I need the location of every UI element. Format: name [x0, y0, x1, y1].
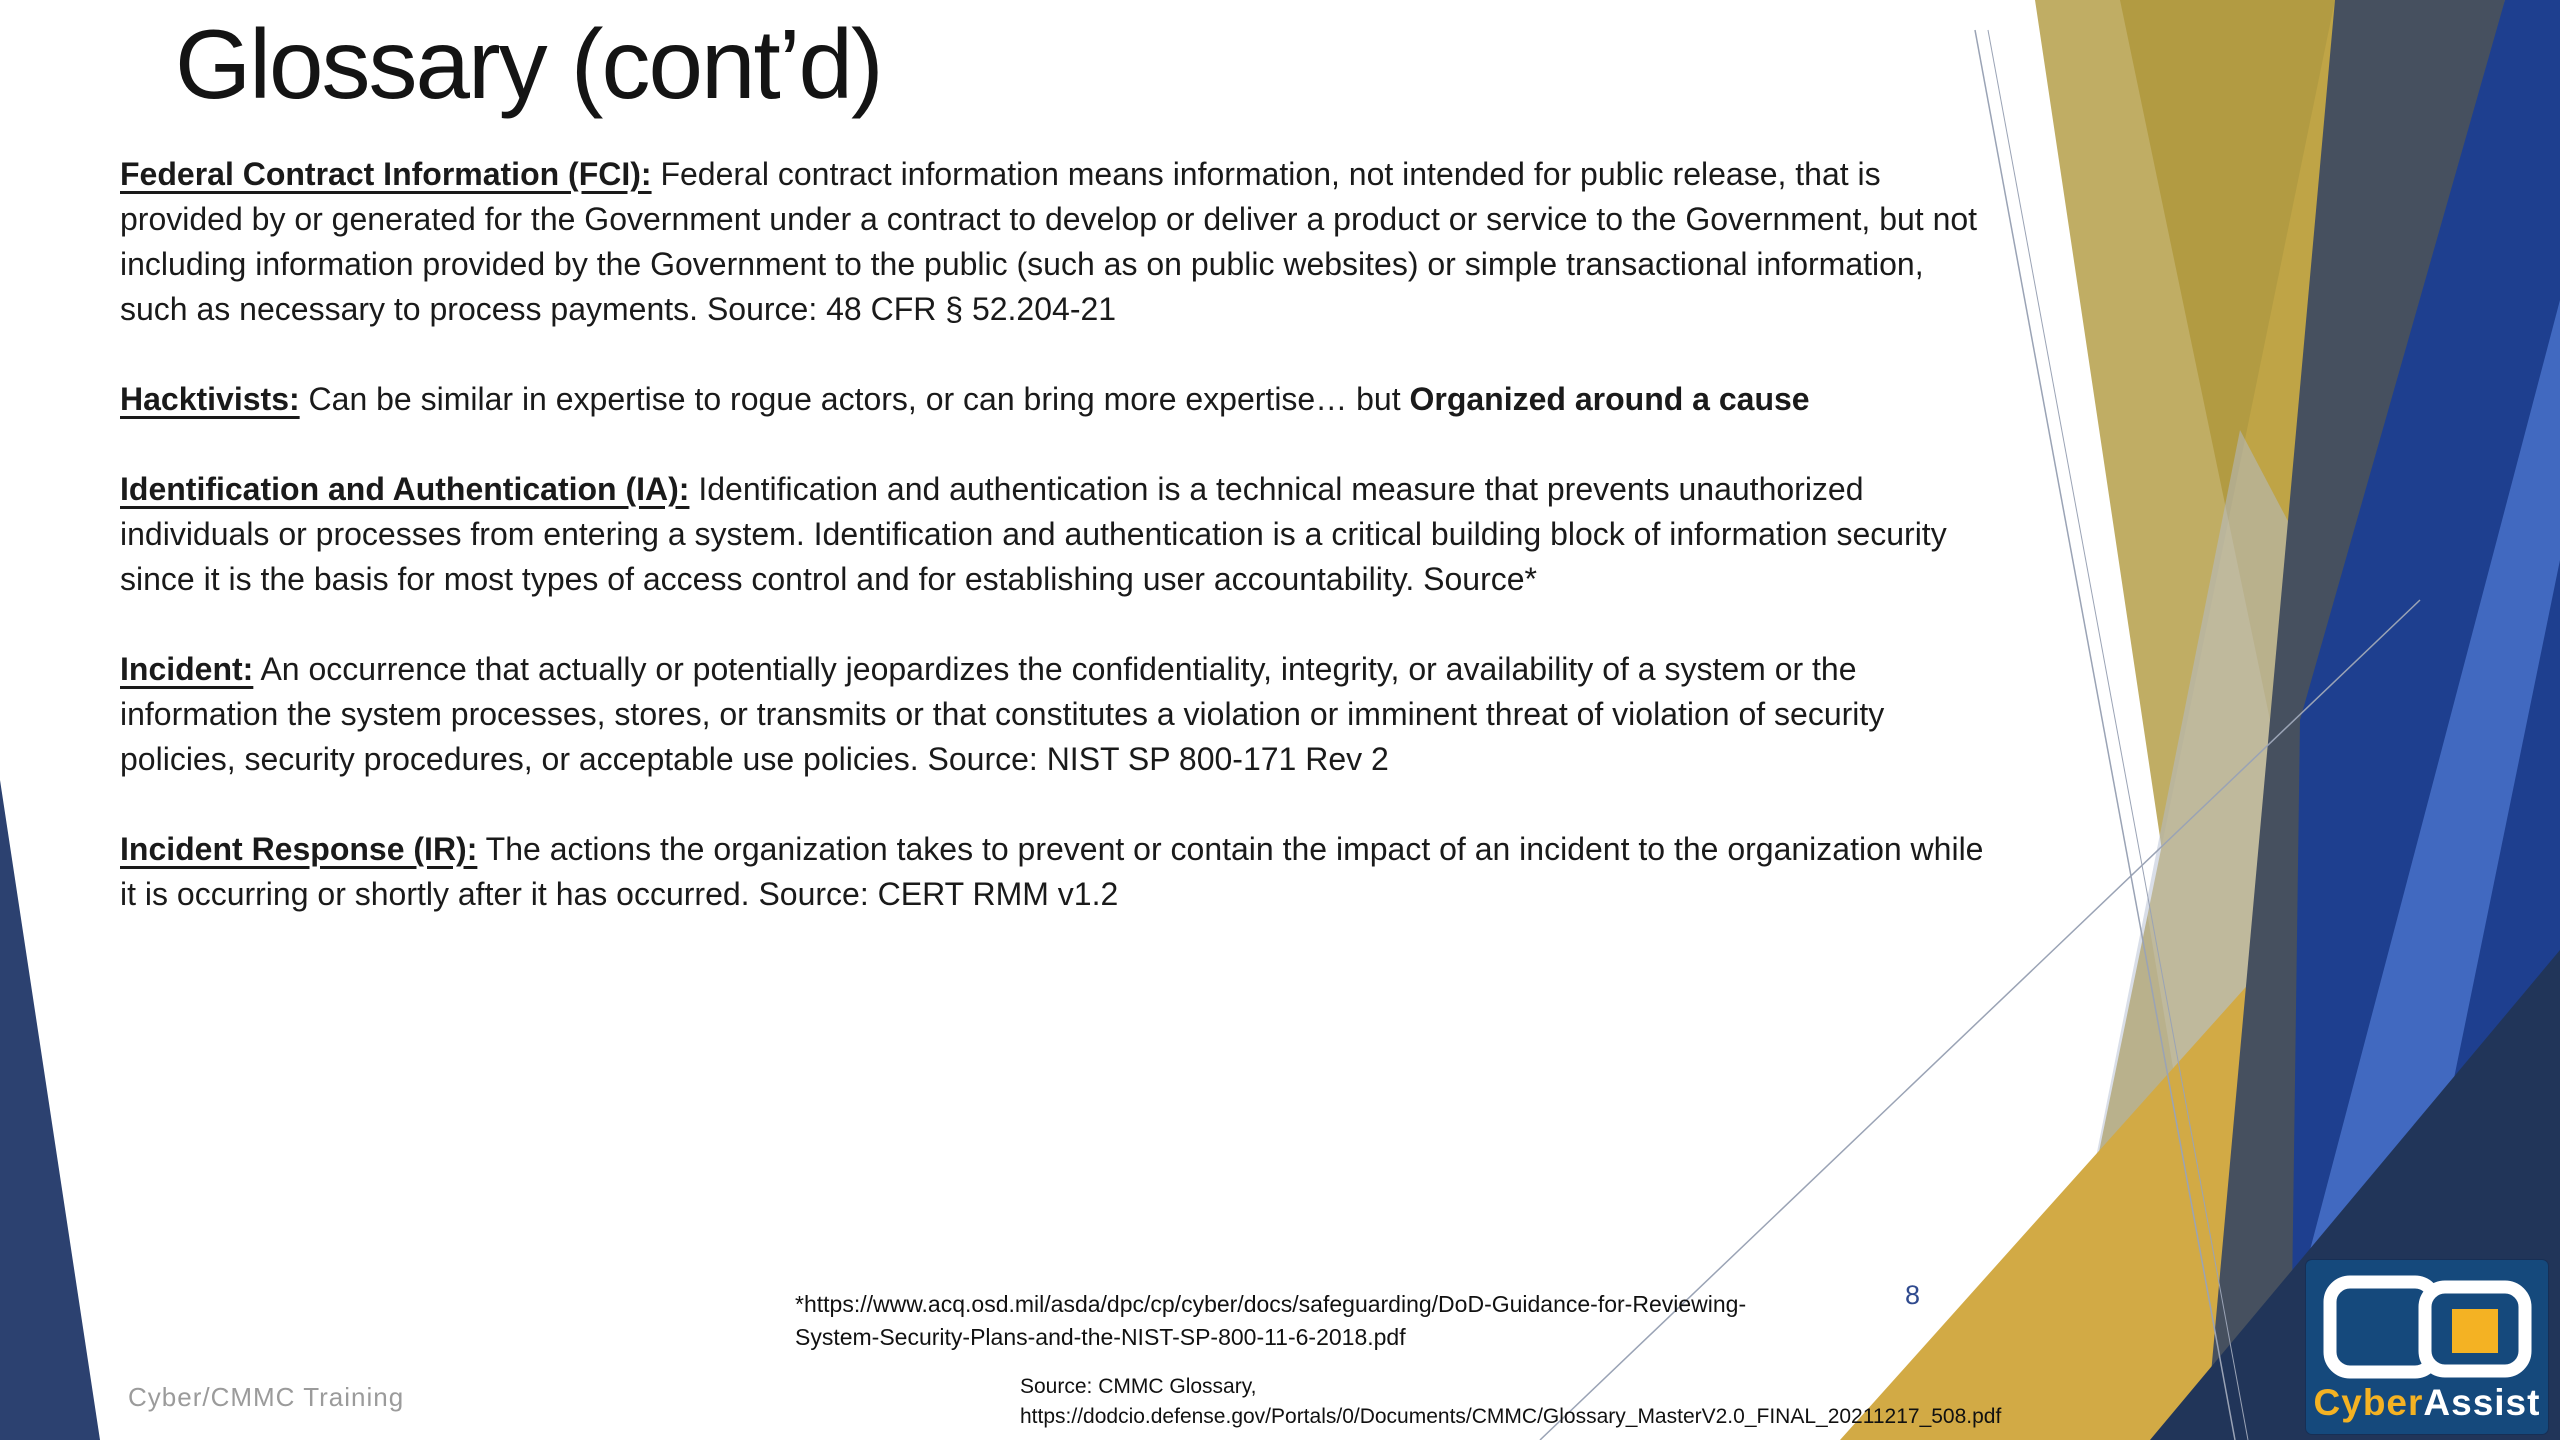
footnote-line: Source: CMMC Glossary,: [1020, 1375, 1257, 1398]
glossary-entry-hacktivists: [120, 377, 2000, 422]
glossary-definition: An occurrence that actually or potentially jeopardizes the confidentiality, integrity, or availability of a system or the information the system processes, stores, or transmits or that constitutes a violation or imminent threat of violation of security policies, security procedures, or acceptable use policies. Source: NIST SP 800-171 Rev 2: [120, 651, 1885, 777]
slide-title: Glossary (cont’d): [175, 9, 882, 119]
glossary-entry-ia: [120, 467, 2000, 602]
footer-training-label: Cyber/CMMC Training: [128, 1382, 405, 1412]
glossary-term: Incident:: [120, 651, 254, 687]
glossary-definition: Federal contract information means information, not intended for public release, that is provided by or generated for the Government under a contract to develop or deliver a product or service to the Government, but not including information provided by the Government to the public (such as on public websites) or simple transactional information, such as necessary to process payments. Source: 48 CFR § 52.204-21: [120, 156, 1978, 327]
glossary-term: Incident Response (IR):: [120, 831, 478, 867]
footnote-line: https://dodcio.defense.gov/Portals/0/Documents/CMMC/Glossary_MasterV2.0_FINAL_20211217_508.pdf: [1020, 1405, 2002, 1428]
glossary-term: Hacktivists:: [120, 381, 300, 417]
footnote-line: System-Security-Plans-and-the-NIST-SP-800-11-6-2018.pdf: [795, 1324, 1406, 1350]
glossary-definition-bold: Organized around a cause: [1409, 381, 1810, 417]
page-number: 8: [1905, 1280, 1921, 1310]
glossary-entry-fci: [120, 152, 2000, 332]
footnote-line: *https://www.acq.osd.mil/asda/dpc/cp/cyber/docs/safeguarding/DoD-Guidance-for-Reviewing-: [795, 1291, 1747, 1317]
glossary-entry-incident: [120, 647, 2000, 782]
glossary-definition: The actions the organization takes to prevent or contain the impact of an incident to the organization while it is occurring or shortly after it has occurred. Source: CERT RMM v1.2: [120, 831, 1984, 912]
footnote-asterisk-source: [795, 1288, 1746, 1354]
glossary-term: Federal Contract Information (FCI):: [120, 156, 652, 192]
cyberassist-logo: [2306, 1260, 2548, 1434]
logo-text-cyber: Cyber: [2313, 1382, 2424, 1423]
logo-text-assist: Assist: [2423, 1382, 2541, 1423]
glossary-term: Identification and Authentication (IA):: [120, 471, 690, 507]
glossary-definition: Identification and authentication is a technical measure that prevents unauthorized individuals or processes from entering a system. Identification and authentication is a critical building block of information security since it is the basis for most types of access control and for establishing user accountability. Source*: [120, 471, 1947, 597]
glossary-body: [120, 152, 2000, 962]
footnote-cmmc-glossary-source: [1020, 1372, 2001, 1432]
cyberassist-logo-text: [2306, 1382, 2548, 1424]
glossary-entry-incident-response: [120, 827, 2000, 917]
glossary-definition: Can be similar in expertise to rogue actors, or can bring more expertise… but: [308, 381, 1410, 417]
